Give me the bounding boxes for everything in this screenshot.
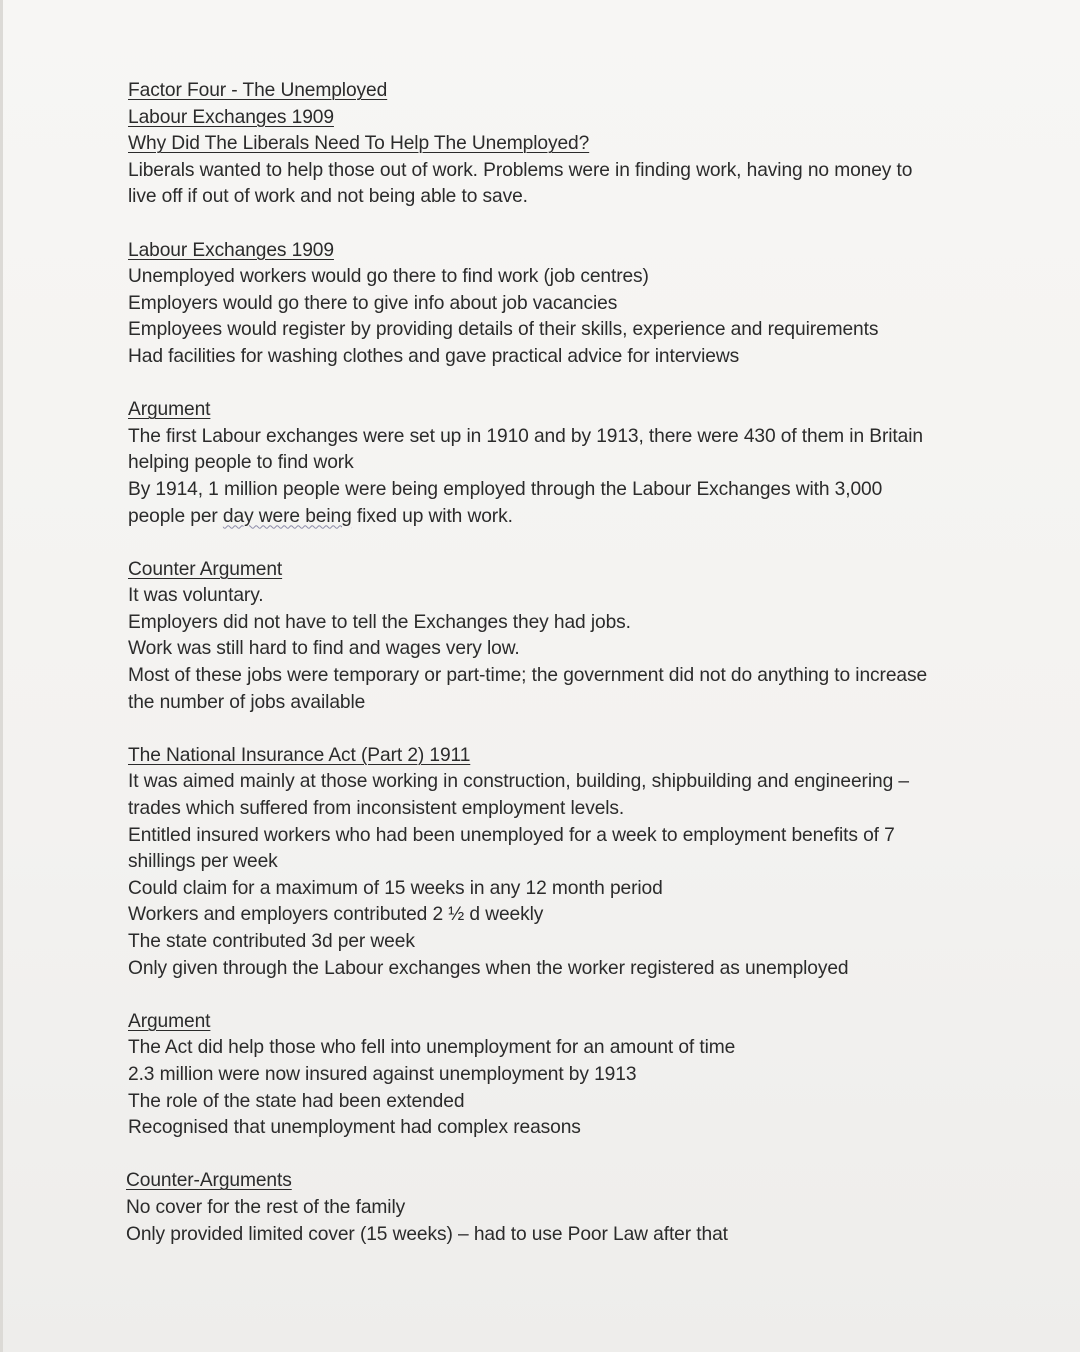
section-line: It was aimed mainly at those working in construction, building, shipbuilding and engineering – <box>128 771 909 793</box>
section-line: Recognised that unemployment had complex reasons <box>128 1117 581 1139</box>
section-line: Had facilities for washing clothes and gave practical advice for interviews <box>128 345 740 367</box>
section-line: Entitled insured workers who had been unemployed for a week to employment benefits of 7 <box>128 824 895 846</box>
line-text: people per <box>128 505 223 527</box>
subtitle: Labour Exchanges 1909 <box>128 106 334 128</box>
factor-title: Factor Four - The Unemployed <box>128 80 388 101</box>
section-heading: Counter Argument <box>128 558 283 580</box>
argument-section-1 <box>128 397 958 530</box>
section-line: helping people to find work <box>128 452 354 474</box>
section-line: Work was still hard to find and wages very low. <box>128 638 520 660</box>
grammar-flagged-text: day were being <box>222 505 352 527</box>
counter-arguments-section-2 <box>126 1168 958 1248</box>
section-line: Employers did not have to tell the Exchanges they had jobs. <box>128 611 631 633</box>
question-heading: Why Did The Liberals Need To Help The Unemployed? <box>128 133 590 155</box>
section-line: The state contributed 3d per week <box>128 931 415 952</box>
counter-argument-section-1 <box>128 557 958 717</box>
section-line: Only provided limited cover (15 weeks) – had to use Poor Law after that <box>126 1223 728 1245</box>
section-line: shillings per week <box>128 851 278 873</box>
spacer <box>128 530 958 557</box>
spacer <box>128 371 958 398</box>
document-body <box>128 78 958 1248</box>
section-heading: Argument <box>128 1010 211 1032</box>
intro-line: live off if out of work and not being able to save. <box>128 186 528 208</box>
section-line: The Act did help those who fell into unemployment for an amount of time <box>128 1037 736 1059</box>
section-line: No cover for the rest of the family <box>126 1196 406 1218</box>
section-line: 2.3 million were now insured against unemployment by 1913 <box>128 1063 637 1085</box>
section-line: Employers would go there to give info about job vacancies <box>128 292 618 314</box>
section-line: Workers and employers contributed 2 ½ d weekly <box>128 904 544 926</box>
section-line <box>128 504 958 531</box>
section-line: It was voluntary. <box>128 585 264 607</box>
labour-exchanges-section <box>128 238 958 371</box>
section-heading: The National Insurance Act (Part 2) 1911 <box>128 744 471 766</box>
section-heading: Labour Exchanges 1909 <box>128 239 334 261</box>
section-line: trades which suffered from inconsistent employment levels. <box>128 798 625 820</box>
section-heading: Argument <box>128 399 211 421</box>
section-line: The role of the state had been extended <box>128 1090 465 1112</box>
section-line: Unemployed workers would go there to find work (job centres) <box>128 266 649 288</box>
section-line: Could claim for a maximum of 15 weeks in any 12 month period <box>128 877 663 899</box>
spacer <box>128 211 958 238</box>
section-line: Most of these jobs were temporary or part-time; the government did not do anything to increase <box>128 665 928 687</box>
argument-section-2 <box>128 1009 958 1142</box>
national-insurance-section <box>128 743 958 982</box>
section-line: By 1914, 1 million people were being employed through the Labour Exchanges with 3,000 <box>128 478 883 500</box>
title-block <box>128 78 958 211</box>
spacer <box>128 716 958 743</box>
section-heading: Counter-Arguments <box>126 1170 292 1192</box>
section-line: Only given through the Labour exchanges when the worker registered as unemployed <box>128 957 849 979</box>
section-line: The first Labour exchanges were set up in 1910 and by 1913, there were 430 of them in Britain <box>128 425 923 447</box>
section-line: Employees would register by providing details of their skills, experience and requirements <box>128 319 879 341</box>
line-text: fixed up with work. <box>351 505 513 527</box>
page-edge <box>0 0 3 1352</box>
spacer <box>128 982 958 1009</box>
section-line: the number of jobs available <box>128 691 366 713</box>
intro-line: Liberals wanted to help those out of work. Problems were in finding work, having no money to <box>128 159 913 181</box>
spacer <box>128 1142 958 1169</box>
